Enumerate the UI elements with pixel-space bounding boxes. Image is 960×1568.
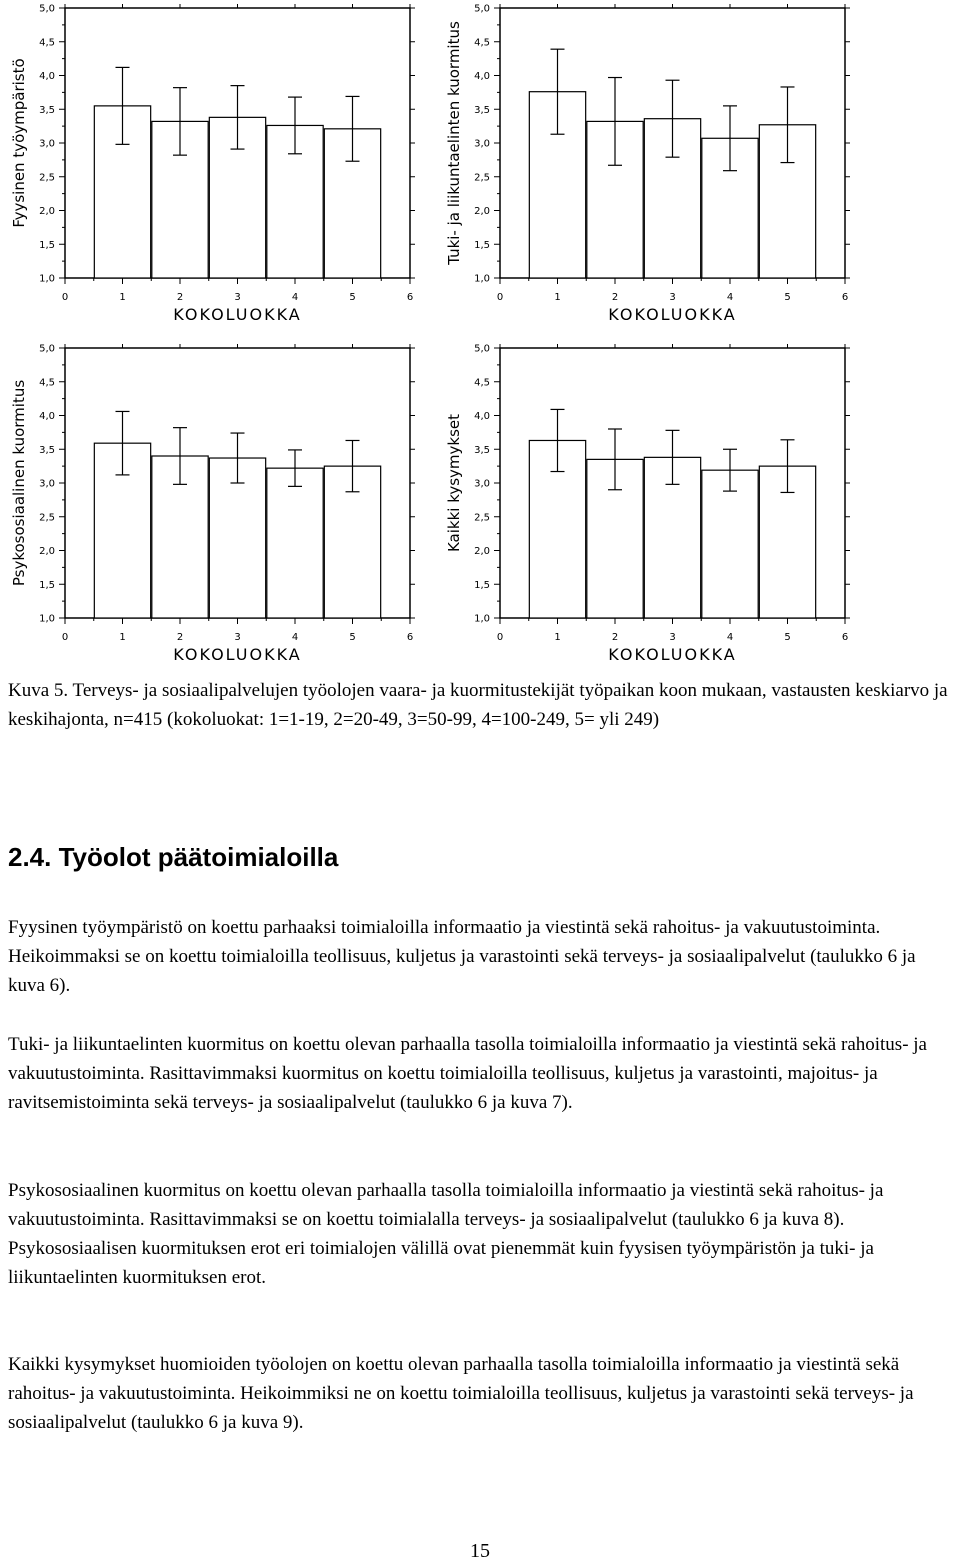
chart-tuki-ja-liikuntaelinten-kuormitus bbox=[435, 0, 875, 330]
x-tick-label: 5 bbox=[349, 632, 356, 643]
y-tick-label: 4,5 bbox=[39, 37, 55, 49]
y-tick-label: 1,0 bbox=[474, 613, 490, 625]
y-axis-label: Psykososiaalinen kuormitus bbox=[10, 379, 28, 587]
paragraph: Tuki- ja liikuntaelinten kuormitus on koettu olevan parhaalla tasolla toimialoilla informaatio ja viestintä sekä rahoitus- ja vakuutustoiminta. Rasittavimmaksi kuormitus on koettu toimialoilla teollisuus, kuljetus ja varastointi, majoitus- ja ravitsemistoiminta sekä terveys- ja sosiaalipalvelut (taulukko 6 ja kuva 7). bbox=[8, 1034, 927, 1113]
section-heading: 2.4. Työolot päätoimialoilla bbox=[8, 842, 339, 872]
y-tick-label: 3,5 bbox=[39, 444, 55, 456]
y-tick-label: 3,0 bbox=[39, 478, 55, 490]
y-tick-label: 4,5 bbox=[474, 377, 490, 389]
figure-caption: Kuva 5. Terveys- ja sosiaalipalvelujen työolojen vaara- ja kuormitustekijät työpaikan koon mukaan, vastausten keskiarvo ja keskihajonta, n=415 (kokoluokat: 1=1-19, 2=20-49, 3=50-99, 4=100-249, 5= yli 249) bbox=[8, 680, 948, 730]
y-tick-label: 5,0 bbox=[39, 3, 55, 15]
y-tick-label: 2,5 bbox=[39, 172, 55, 184]
x-tick-label: 2 bbox=[611, 632, 619, 643]
y-tick-label: 2,0 bbox=[39, 206, 55, 217]
x-tick-label: 0 bbox=[496, 292, 504, 303]
y-tick-label: 4,5 bbox=[474, 37, 490, 49]
y-tick-label: 5,0 bbox=[39, 343, 55, 355]
x-tick-label: 3 bbox=[234, 292, 241, 303]
x-tick-label: 1 bbox=[554, 292, 561, 303]
x-tick-label: 4 bbox=[726, 632, 734, 643]
y-tick-label: 1,0 bbox=[474, 273, 490, 285]
x-tick-label: 5 bbox=[784, 292, 791, 303]
y-axis-label: Fyysinen työympäristö bbox=[10, 58, 28, 228]
y-tick-label: 3,0 bbox=[474, 478, 490, 490]
chart-svg bbox=[0, 0, 440, 330]
x-tick-label: 4 bbox=[291, 632, 299, 643]
x-tick-label: 4 bbox=[291, 292, 299, 303]
y-tick-label: 2,5 bbox=[39, 512, 55, 524]
y-tick-label: 3,0 bbox=[474, 138, 490, 150]
y-tick-label: 4,0 bbox=[39, 411, 55, 422]
y-tick-label: 4,5 bbox=[39, 377, 55, 389]
y-tick-label: 5,0 bbox=[474, 3, 490, 15]
y-tick-label: 3,5 bbox=[474, 444, 490, 456]
x-tick-label: 4 bbox=[726, 292, 734, 303]
bar bbox=[267, 468, 323, 618]
y-tick-label: 3,5 bbox=[39, 104, 55, 116]
x-tick-label: 6 bbox=[406, 292, 414, 303]
y-tick-label: 4,0 bbox=[474, 71, 490, 82]
chart-psykososiaalinen-kuormitus bbox=[0, 340, 440, 670]
paragraph: Fyysinen työympäristö on koettu parhaaksi toimialoilla informaatio ja viestintä sekä rahoitus- ja vakuutustoiminta. Heikoimmaksi se on koettu toimialoilla teollisuus, kuljetus ja varastointi sekä terveys- ja sosiaalipalvelut (taulukko 6 ja kuva 6). bbox=[8, 917, 916, 996]
y-tick-label: 1,5 bbox=[474, 579, 490, 591]
y-tick-label: 2,0 bbox=[474, 206, 490, 217]
x-tick-label: 1 bbox=[119, 632, 126, 643]
x-tick-label: 5 bbox=[784, 632, 791, 643]
x-tick-label: 0 bbox=[61, 292, 69, 303]
x-axis-label: KOKOLUOKKA bbox=[173, 645, 302, 664]
x-tick-label: 5 bbox=[349, 292, 356, 303]
page-number: 15 bbox=[470, 1540, 490, 1562]
x-tick-label: 6 bbox=[841, 292, 849, 303]
y-axis-label: Kaikki kysymykset bbox=[445, 413, 463, 553]
y-tick-label: 4,0 bbox=[39, 71, 55, 82]
y-tick-label: 1,5 bbox=[39, 579, 55, 591]
bar bbox=[702, 470, 758, 618]
x-tick-label: 6 bbox=[406, 632, 414, 643]
y-tick-label: 1,5 bbox=[39, 239, 55, 251]
y-axis-label: Tuki- ja liikuntaelinten kuormitus bbox=[445, 21, 463, 265]
x-axis-label: KOKOLUOKKA bbox=[173, 305, 302, 324]
y-tick-label: 3,5 bbox=[474, 104, 490, 116]
x-tick-label: 3 bbox=[669, 292, 676, 303]
x-tick-label: 2 bbox=[176, 632, 184, 643]
y-tick-label: 4,0 bbox=[474, 411, 490, 422]
x-axis-label: KOKOLUOKKA bbox=[608, 305, 737, 324]
chart-svg bbox=[0, 340, 440, 670]
y-tick-label: 1,0 bbox=[39, 273, 55, 285]
x-tick-label: 1 bbox=[554, 632, 561, 643]
x-tick-label: 3 bbox=[234, 632, 241, 643]
x-tick-label: 0 bbox=[496, 632, 504, 643]
paragraph: Kaikki kysymykset huomioiden työolojen on koettu olevan parhaalla tasolla toimialoilla informaatio ja viestintä sekä rahoitus- ja vakuutustoiminta. Heikoimmiksi ne on koettu toimialoilla teollisuus, kuljetus ja varastointi sekä terveys- ja sosiaalipalvelut (taulukko 6 ja kuva 9). bbox=[8, 1354, 914, 1433]
x-tick-label: 2 bbox=[176, 292, 184, 303]
paragraph: Psykososiaalinen kuormitus on koettu olevan parhaalla tasolla toimialoilla informaatio ja viestintä sekä rahoitus- ja vakuutustoiminta. Rasittavimmaksi se on koettu toimialalla terveys- ja sosiaalipalvelut (taulukko 6 ja kuva 8). Psykososiaalisen kuormituksen erot eri toimialojen välillä ovat pienemmät kuin fyysisen työympäristön ja tuki- ja liikuntaelinten kuormituksen erot. bbox=[8, 1180, 884, 1288]
x-tick-label: 0 bbox=[61, 632, 69, 643]
y-tick-label: 1,5 bbox=[474, 239, 490, 251]
x-tick-label: 2 bbox=[611, 292, 619, 303]
x-axis-label: KOKOLUOKKA bbox=[608, 645, 737, 664]
x-tick-label: 1 bbox=[119, 292, 126, 303]
y-tick-label: 5,0 bbox=[474, 343, 490, 355]
y-tick-label: 2,0 bbox=[39, 546, 55, 557]
chart-svg bbox=[435, 0, 875, 330]
x-tick-label: 6 bbox=[841, 632, 849, 643]
chart-fyysinen-tyoymparisto bbox=[0, 0, 440, 330]
y-tick-label: 3,0 bbox=[39, 138, 55, 150]
y-tick-label: 2,5 bbox=[474, 172, 490, 184]
x-tick-label: 3 bbox=[669, 632, 676, 643]
chart-svg bbox=[435, 340, 875, 670]
y-tick-label: 2,0 bbox=[474, 546, 490, 557]
chart-kaikki-kysymykset bbox=[435, 340, 875, 670]
y-tick-label: 1,0 bbox=[39, 613, 55, 625]
y-tick-label: 2,5 bbox=[474, 512, 490, 524]
